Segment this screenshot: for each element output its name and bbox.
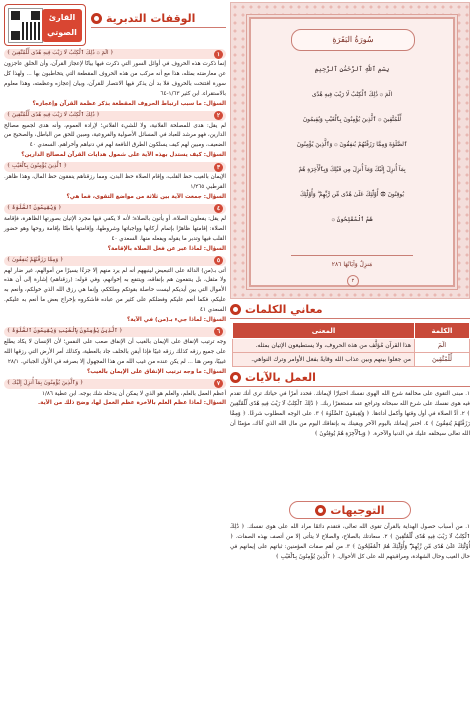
reflection-number: ٦ <box>214 327 223 336</box>
reflection-verse <box>4 204 226 214</box>
reflection-question: السؤال: لماذا جيء بـ(من) في الآية؟ <box>126 317 226 324</box>
reflections-heading <box>91 12 226 28</box>
audio-reader-qr[interactable] <box>4 4 86 46</box>
reflection-item <box>4 49 226 110</box>
meaning-row <box>233 353 470 367</box>
reflection-question: السؤال: ما سبب ارتباط الحروف المقطعة بذكر عظمة القرآن وإعجازه؟ <box>32 100 226 107</box>
meaning-word: الٓمٓ <box>415 339 470 353</box>
sura-name: سُورَةُ البَقَرَةِ <box>291 29 415 51</box>
reflection-item <box>4 379 226 410</box>
meaning-row <box>233 339 470 353</box>
action-text: ١. مبنى التقوى على مخالفة شرع الله الهوى نفسك اختيارًا لإيمانك. فحدد أمرًا في حياتك ترى أنك تقدم فيه هوى نفسك على شرع الله سبحانه وتراجع عنه مستغفرًا ربك. ﴿ ذَٰلِكَ ٱلْكِتَٰبُ لَا رَيْبَ فِيهِ هُدًى لِّلْمُتَّقِينَ ﴾ ٢. أدِّ الصلاة في أول وقتها وأكمل أداءها. ﴿ وَيُقِيمُونَ ٱلصَّلَوٰةَ ﴾ ٣. على الوجه المطلوب شرعًا. ﴿ وَمِمَّا رَزَقْنَٰهُمْ يُنفِقُونَ ﴾ ٤. اختبر إيمانك باليوم الآخر ويقينك به بإنفاقك اليوم من مال الله الذي آتاك، مؤمنًا أن الله تعالى سيخلفه عليك في الدنيا والآخرة. ﴿ وَبِٱلْأَخِرَةِ هُمْ يُوقِنُونَ ﴾ <box>230 391 470 437</box>
section-bullet-icon <box>315 505 326 516</box>
section-bullet-icon <box>230 372 241 383</box>
qr-label-line1: القارئ <box>48 13 76 22</box>
guidance-text: ١. من أسباب حصول الهداية بالقرآن تقوى الله تعالى، فتقدم دائمًا مراد الله على هوى نفسك. ﴿ ذَٰلِكَ ٱلْكِتَٰبُ لَا رَيْبَ فِيهِ هُدًى لِّلْمُتَّقِينَ ﴾ ٢. سعادتك بالصلاح، والصلاح لا يتأتى إلا من أتصف بهذه الصفات. ﴿ أُوْلَٰٓئِكَ عَلَىٰ هُدًى مِّن رَّبِّهِمْ ۖ وَأُوْلَٰٓئِكَ هُمُ ٱلْمُفْلِحُونَ ﴾ ٣. من أهم صفات المؤمنين: ثباتهم على إيمانهم في حال الغيب وحال الشهادة، ومراقبتهم لله على كل الأحوال. ﴿ ٱلَّذِينَ يُؤْمِنُونَ بِٱلْغَيْبِ ﴾ <box>230 524 470 560</box>
reflection-question: السؤال: ما وجه ترتيب الإنفاق على الإيمان بالغيب؟ <box>87 368 226 375</box>
reflections-list <box>4 48 226 410</box>
action-title: العمل بالآيات <box>245 371 316 384</box>
reflection-number: ٤ <box>214 204 223 213</box>
reflection-item <box>4 327 226 378</box>
guidance-title: التوجيهات <box>330 503 385 517</box>
reflection-text: وجه ترتيب الإنفاق على الإيمان بالغيب أن الإنفاق صعب على النفس؛ لأن الإنسان لا يكاد يطلع على جميع رزقه كذلك رزقه غيبًا فإذا أيقن بالخلف جاد بالعطية، وكذلك أمر الأرض التي رزقها الله غيبيًا، ومن هنا ... لم يكن عنده من غيب الله من هذا المجهول إلا بصرفه في الأول الجبائي. ٢٨/١ <box>4 338 226 365</box>
reflection-item <box>4 111 226 162</box>
col-meaning-header: المعنى <box>233 323 415 339</box>
action-heading <box>230 371 470 387</box>
reflection-verse-text: ﴿ وَٱلَّذِينَ يُؤْمِنُونَ بِمَآ أُنزِلَ إِلَيْكَ ﴾ <box>7 379 84 386</box>
audio-reader-label <box>42 9 82 42</box>
reflection-question: السؤال: كيف يستدل بهذه الآية على شمول هدايات القرآن لمصالح الدارين؟ <box>21 152 226 159</box>
mushaf-frame <box>249 17 455 287</box>
qr-code-icon <box>8 8 43 43</box>
reflection-item <box>4 162 226 203</box>
reflection-question: السؤال: لماذا عظم العلم بالآخرة عظم العمل لها، وضح ذلك من الآية. <box>38 400 226 407</box>
mushaf-line: لِّلْمُتَّقِينَ ۞ ٱلَّذِينَ يُؤْمِنُونَ بِٱلْغَيْبِ وَيُقِيمُونَ <box>302 117 402 123</box>
reflection-text: إنما ذكرت هذه الحروف في أوائل السور التي ذكرت فيها بيانًا لإعجاز القرآن، وأن الخلق عاجزون عن معارضته بمثله، هذا مع أنه مركب من هذه الحروف المقطعة التي يتخاطبون بها ... ولهذا كل سورة افتتحت بالحروف فلا بد أن يذكر فيها الانتصار للقرآن، وبيان إعجازه وعظمته، وهذا معلوم بالاستقراء. ابن كثير ١/٦٣-٦٤ <box>4 61 226 97</box>
section-bullet-icon <box>230 304 241 315</box>
reflection-number: ٥ <box>214 256 223 265</box>
reflection-text: الإيمان بالغيب حظ القلب، وإقام الصلاة حظ البدن، ومما رزقناهم ينفقون حظ المال، وهذا ظاهر. القرطبي ١/٢٦٥ <box>4 174 226 191</box>
meanings-heading <box>230 303 470 319</box>
reflections-column <box>4 4 226 700</box>
reflection-verse-text: ﴿ وَيُقِيمُونَ ٱلصَّلَوٰةَ ﴾ <box>7 204 62 211</box>
reflection-verse-text: ﴿ ذَٰلِكَ ٱلْكِتَٰبُ لَا رَيْبَ فِيهِ هُدًى لِّلْمُتَّقِينَ ﴾ <box>7 111 100 118</box>
meaning-text: من جعلوا بينهم وبين عذاب الله وقايةً بفعل الأوامر وترك النواهي. <box>233 353 415 367</box>
meanings-title: معاني الكلمات <box>245 303 323 316</box>
reflection-verse-text: ﴿ ٱلَّذِينَ يُؤْمِنُونَ بِٱلْغَيْبِ ﴾ <box>7 163 67 170</box>
reflection-item <box>4 256 226 326</box>
reflection-verse-text: ﴿ ٱلَّذِينَ يُؤْمِنُونَ بِٱلْغَيْبِ وَيُقِيمُونَ ٱلصَّلَوٰةَ ﴾ <box>7 327 123 334</box>
reflection-verse <box>4 111 226 121</box>
reflection-text: لم يقل: يفعلون الصلاة، أو يأتون بالصلاة؛ لأنه لا يكفي فيها مجرد الإتيان بصورتها الظاهرة، فإقامة الصلاة: إقامتها ظاهرًا بإتمام أركانها وواجباتها وشروطها، وإقامتها باطنًا بإقامة روحها وهو حضور القلب فيها وتدبر ما يقوله ويفعله منها. السعدي ٤٠ <box>4 215 226 242</box>
reflection-verse <box>4 256 226 266</box>
guidance-heading <box>289 501 411 519</box>
mushaf-footer: مَنزِلٌ وَآيَاتُهَا ٢٨٦ <box>291 255 413 274</box>
meaning-text: هذا القرآن مُؤلَّف من هذه الحروف، ولا يستطيعون الإتيان بمثله. <box>233 339 415 353</box>
mushaf-line: الٓمٓ ۞ ذَٰلِكَ ٱلْكِتَٰبُ لَا رَيْبَ فِيهِ هُدًى <box>311 92 393 98</box>
reflection-verse <box>4 49 226 59</box>
meanings-table <box>232 322 470 367</box>
reflection-number: ٧ <box>214 379 223 388</box>
reflections-title: الوقفات التدبرية <box>106 12 196 25</box>
mushaf-page-number: ٢ <box>347 275 359 287</box>
reflection-number: ٢ <box>214 111 223 120</box>
mushaf-line: هُمُ ٱلْمُفْلِحُونَ ۞ <box>331 217 373 223</box>
mushaf-line: بِمَآ أُنزِلَ إِلَيْكَ وَمَآ أُنزِلَ مِن قَبْلِكَ وَبِٱلْأَخِرَةِ هُمْ <box>298 167 406 173</box>
right-column <box>230 2 470 622</box>
reflection-text: لم يقل: هدى للمصلحة الفلانية، ولا للشيء الفلاني؛ لإرادة العموم، وأنه هدى لجميع مصالح الدارين، فهو مرشد للعباد في المسائل الأصولية والفروعية، ومبين للحق من الباطل، والصحيح من الضعيف، ومبين لهم كيف يسلكون الطرق النافعة لهم في دنياهم وأخراهم. السعدي ٤٠ <box>4 122 226 149</box>
reflection-verse <box>4 162 226 172</box>
reflection-item <box>4 204 226 255</box>
mushaf-line: يُوقِنُونَ ۞ أُوْلَٰٓئِكَ عَلَىٰ هُدًى مِّن رَّبِّهِمْ ۖ وَأُوْلَٰٓئِكَ <box>299 192 405 198</box>
reflection-text: أتى بـ(من) الدالة على التبعيض لينبههم أنه لم يرد منهم إلا جزءًا يسيرًا من أموالهم، غير ضار لهم ولا مثقل، بل ينتفعون هم بإنفاقه، وينتفع به إخوانهم، وفي قوله: (رزقناهم) إشارة إلى أن هذه الأموال التي بين أيديكم ليست حاصلة بقوتكم وملككم، وإنما هي رزق الله الذي خولكم، وأنعم به عليكم، فكما أنعم عليكم وفضلكم على كثير من عباده فاشكروه بإخراج بعض ما أنعم به عليكم. السعدي ٤١ <box>4 267 226 314</box>
reflection-verse <box>4 327 226 337</box>
qr-label-line2: الصوتي <box>47 28 77 37</box>
mushaf-line: ٱلصَّلَوٰةَ وَمِمَّا رَزَقْنَٰهُمْ يُنفِقُونَ ۞ وَٱلَّذِينَ يُؤْمِنُونَ <box>296 142 408 148</box>
reflection-verse-text: ﴿ وَمِمَّا رَزَقْنَٰهُمْ يُنفِقُونَ ﴾ <box>7 256 64 263</box>
col-word-header: الكلمة <box>415 323 470 339</box>
mushaf-page <box>230 2 470 299</box>
reflection-text: أعظم العمل بالعلم، والعلم هو الذي لا يمكن أن يدخله شك بوجه. ابن عطية ١/٨٦ <box>42 390 226 397</box>
basmala: بِسْمِ ٱللَّهِ ٱلرَّحْمَٰنِ ٱلرَّحِيمِ <box>314 65 390 73</box>
reflection-verse <box>4 379 226 389</box>
reflection-verse-text: ﴿ الٓمٓ ۞ ذَٰلِكَ ٱلْكِتَٰبُ لَا رَيْبَ فِيهِ هُدًى لِّلْمُتَّقِينَ ﴾ <box>7 50 114 57</box>
meaning-word: لِّلْمُتَّقِينَ <box>415 353 470 367</box>
reflection-number: ٣ <box>214 163 223 172</box>
reflection-question: السؤال: لماذا عبر عن فعل الصلاة بالإقامة؟ <box>107 245 226 252</box>
reflection-number: ١ <box>214 50 223 59</box>
reflection-question: السؤال: جمعت الآية بين ثلاثة من مواضع التقوى، فما هي؟ <box>66 193 226 200</box>
section-bullet-icon <box>91 13 102 24</box>
